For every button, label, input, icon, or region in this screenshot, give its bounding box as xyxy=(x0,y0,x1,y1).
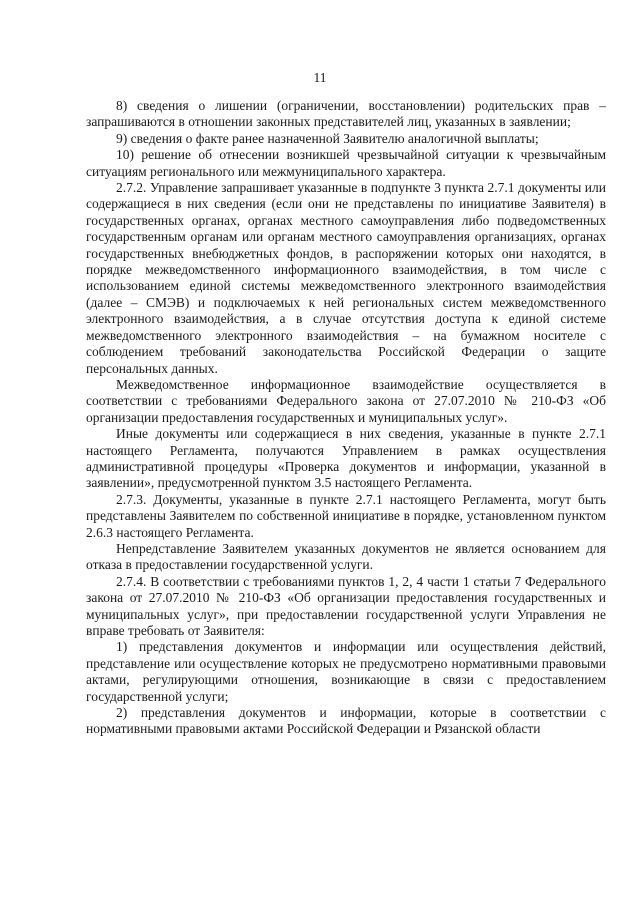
paragraph-non-submission: Непредставление Заявителем указанных документов не является основанием для отказа в предоставлении государственной услуги. xyxy=(86,540,606,573)
page-number: 11 xyxy=(313,70,327,85)
paragraph-item-8: 8) сведения о лишении (ограничении, восстановлении) родительских прав – запрашиваются в отношении законных представителей лиц, указанных в заявлении; xyxy=(86,98,606,130)
paragraph-other-documents: Иные документы или содержащиеся в них сведения, указанные в пункте 2.7.1 настоящего Регламента, получаются Управлением в рамках осуществления административной процедуры «Проверка документов и информации, указанной в заявлении», предусмотренной пунктом 3.5 настоящего Регламента. xyxy=(86,426,606,491)
paragraph-2-7-4: 2.7.4. В соответствии с требованиями пунктов 1, 2, 4 части 1 статьи 7 Федерального закона от 27.07.2010 № 210-ФЗ «Об организации предоставления государственных и муниципальных услуг», при предоставлении государственной услуги Управления не вправе требовать от Заявителя: xyxy=(86,573,606,638)
paragraph-requirement-1: 1) представления документов и информации или осуществления действий, представление или осуществление которых не предусмотрено нормативными правовыми актами, регулирующими отношения, возникающие в связи с предоставлением государственной услуги; xyxy=(86,639,606,704)
paragraph-interagency-interaction: Межведомственное информационное взаимодействие осуществляется в соответствии с требованиями Федерального закона от 27.07.2010 № 210-ФЗ «Об организации предоставления государственных и муниципальных услуг». xyxy=(86,376,606,425)
paragraph-2-7-2: 2.7.2. Управление запрашивает указанные в подпункте 3 пункта 2.7.1 документы или содержащиеся в них сведения (если они не представлены по инициативе Заявителя) в государственных органах, органах местного самоуправления либо подведомственных государственным органам или органам местного самоуправления организациях, органах государственных внебюджетных фондов, в распоряжении которых они находятся, в порядке межведомственного информационного взаимодействия, в том числе с использованием единой системы межведомственного электронного взаимодействия (далее – СМЭВ) и подключаемых к ней региональных систем межведомственного электронного взаимодействия, а в случае отсутствия доступа к единой системе межведомственного электронного взаимодействия – на бумажном носителе с соблюдением требований законодательства Российской Федерации о защите персональных данных. xyxy=(86,180,606,376)
paragraph-item-10: 10) решение об отнесении возникшей чрезвычайной ситуации к чрезвычайным ситуациям регионального или межмуниципального характера. xyxy=(86,147,606,179)
paragraph-2-7-3: 2.7.3. Документы, указанные в пункте 2.7.1 настоящего Регламента, могут быть представлены Заявителем по собственной инициативе в порядке, установленном пунктом 2.6.3 настоящего Регламента. xyxy=(86,491,606,540)
paragraph-item-9: 9) сведения о факте ранее назначенной Заявителю аналогичной выплаты; xyxy=(116,130,539,146)
document-body xyxy=(86,98,606,738)
paragraph-requirement-2: 2) представления документов и информации, которые в соответствии с нормативными правовыми актами Российской Федерации и Рязанской области xyxy=(86,705,606,737)
